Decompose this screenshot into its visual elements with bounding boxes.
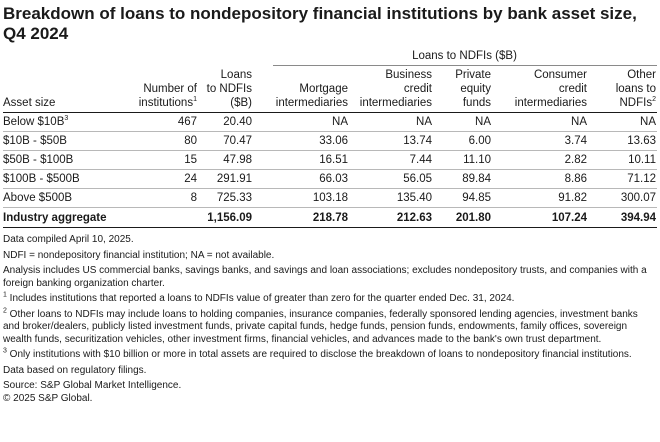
business-cell: 7.44	[349, 150, 433, 169]
private-equity-cell: 201.80	[433, 208, 492, 227]
consumer-cell: 2.82	[492, 150, 588, 169]
col-header-mortgage: Mortgage intermediaries	[253, 64, 349, 112]
other-cell: 394.94	[588, 208, 657, 227]
footnote-3: $^3$ Only institutions with $10 billion or more in total assets are required to disclose the breakdown of loans to nondepository financial institutions.	[3, 347, 632, 361]
business-cell: 212.63	[349, 208, 433, 227]
loans-cell: 20.40	[198, 112, 253, 131]
other-cell: NA	[588, 112, 657, 131]
private-equity-cell: 11.10	[433, 150, 492, 169]
other-cell: 10.11	[588, 150, 657, 169]
other-cell: 13.63	[588, 131, 657, 150]
mortgage-cell: 103.18	[253, 189, 349, 208]
table-row	[3, 150, 657, 169]
consumer-cell: 3.74	[492, 131, 588, 150]
business-cell: 135.40	[349, 189, 433, 208]
col-header-number-of-institutions: Number of institutions$^1$	[128, 64, 198, 112]
loans-cell: 725.33	[198, 189, 253, 208]
asset-size-cell: $10B - $50B	[3, 131, 128, 150]
institutions-cell: 24	[128, 170, 198, 189]
asset-size-cell: $50B - $100B	[3, 150, 128, 169]
col-header-other-loans: Other loans to NDFIs$^2$	[588, 64, 657, 112]
private-equity-cell: 94.85	[433, 189, 492, 208]
col-header-business-credit: Business credit intermediaries	[349, 64, 433, 112]
asset-size-cell: $100B - $500B	[3, 170, 128, 189]
other-cell: 71.12	[588, 170, 657, 189]
asset-size-cell: Below $\$10B^3$	[3, 112, 128, 131]
col-header-consumer-credit: Consumer credit intermediaries	[492, 64, 588, 112]
institutions-cell: 80	[128, 131, 198, 150]
consumer-cell: NA	[492, 112, 588, 131]
note-analysis: Analysis includes US commercial banks, savings banks, and savings and loan associations; excludes nondepository trusts, and companies with a foreign banking organization charter.	[3, 265, 647, 289]
business-cell: 13.74	[349, 131, 433, 150]
note-copyright: © 2025 S&P Global.	[3, 392, 93, 404]
asset-size-cell: Above $500B	[3, 189, 128, 208]
loans-breakdown-table	[3, 64, 657, 228]
footnotes	[3, 234, 657, 408]
asset-size-cell: Industry aggregate	[3, 208, 128, 227]
mortgage-cell: 218.78	[253, 208, 349, 227]
col-header-private-equity: Private equity funds	[433, 64, 492, 112]
table-row	[3, 131, 657, 150]
col-header-asset-size: Asset size	[3, 64, 128, 112]
table-row	[3, 189, 657, 208]
business-cell: NA	[349, 112, 433, 131]
col-header-loans-to-ndfis: Loans to NDFIs ($B)	[198, 64, 253, 112]
institutions-cell: 467	[128, 112, 198, 131]
mortgage-cell: 66.03	[253, 170, 349, 189]
private-equity-cell: 6.00	[433, 131, 492, 150]
table-row	[3, 170, 657, 189]
consumer-cell: 107.24	[492, 208, 588, 227]
institutions-cell: 15	[128, 150, 198, 169]
loans-cell: 291.91	[198, 170, 253, 189]
other-cell: 300.07	[588, 189, 657, 208]
institutions-cell	[128, 208, 198, 227]
loans-cell: 47.98	[198, 150, 253, 169]
page-title: Breakdown of loans to nondepository financial institutions by bank asset size, Q4 2024	[3, 4, 637, 43]
institutions-cell: 8	[128, 189, 198, 208]
total-row	[3, 208, 657, 227]
consumer-cell: 8.86	[492, 170, 588, 189]
note-data-based: Data based on regulatory filings.	[3, 364, 147, 376]
business-cell: 56.05	[349, 170, 433, 189]
loans-to-ndfis-group-header: Loans to NDFIs ($B)	[412, 50, 517, 62]
note-ndfi-definition: NDFI = nondepository financial institution; NA = not available.	[3, 249, 275, 261]
note-compiled: Data compiled April 10, 2025.	[3, 234, 134, 245]
loans-cell: 70.47	[198, 131, 253, 150]
mortgage-cell: NA	[253, 112, 349, 131]
consumer-cell: 91.82	[492, 189, 588, 208]
note-source: Source: S&P Global Market Intelligence.	[3, 380, 182, 392]
footnote-1: $^1$ Includes institutions that reported a loans to NDFIs value of greater than zero for the quarter ended Dec. 31, 2024.	[3, 291, 515, 305]
private-equity-cell: 89.84	[433, 170, 492, 189]
private-equity-cell: NA	[433, 112, 492, 131]
mortgage-cell: 33.06	[253, 131, 349, 150]
mortgage-cell: 16.51	[253, 150, 349, 169]
table-row	[3, 112, 657, 131]
footnote-2: $^2$ Other loans to NDFIs may include loans to holding companies, insurance companies, federally sponsored lending agencies, investment banks and broker/dealers, publicly listed investment funds, private capital funds, hedge funds, pension funds, endowments, family offices, sovereign wealth funds, securitization vehicles, other investment firms, financial vehicles, and advances made to the bank's own trust department.	[3, 307, 638, 345]
loans-cell: 1,156.09	[198, 208, 253, 227]
header-row	[3, 64, 657, 112]
